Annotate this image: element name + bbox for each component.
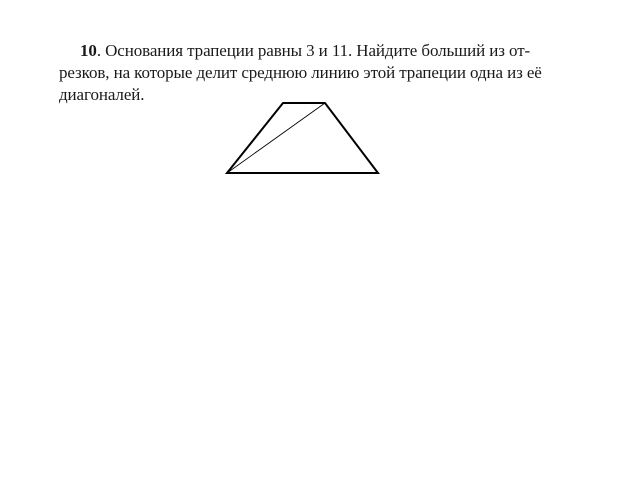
problem-text-line-2: резков, на которые делит среднюю линию этой трапеции одна из её	[59, 63, 542, 82]
problem-number: 10	[80, 41, 97, 60]
trapezoid-diagonal	[227, 103, 325, 173]
problem-text-line-3: диагоналей.	[59, 85, 145, 104]
trapezoid-outline	[227, 103, 378, 173]
problem-text-line-1: . Основания трапеции равны 3 и 11. Найдите больший из от-	[96, 41, 531, 60]
